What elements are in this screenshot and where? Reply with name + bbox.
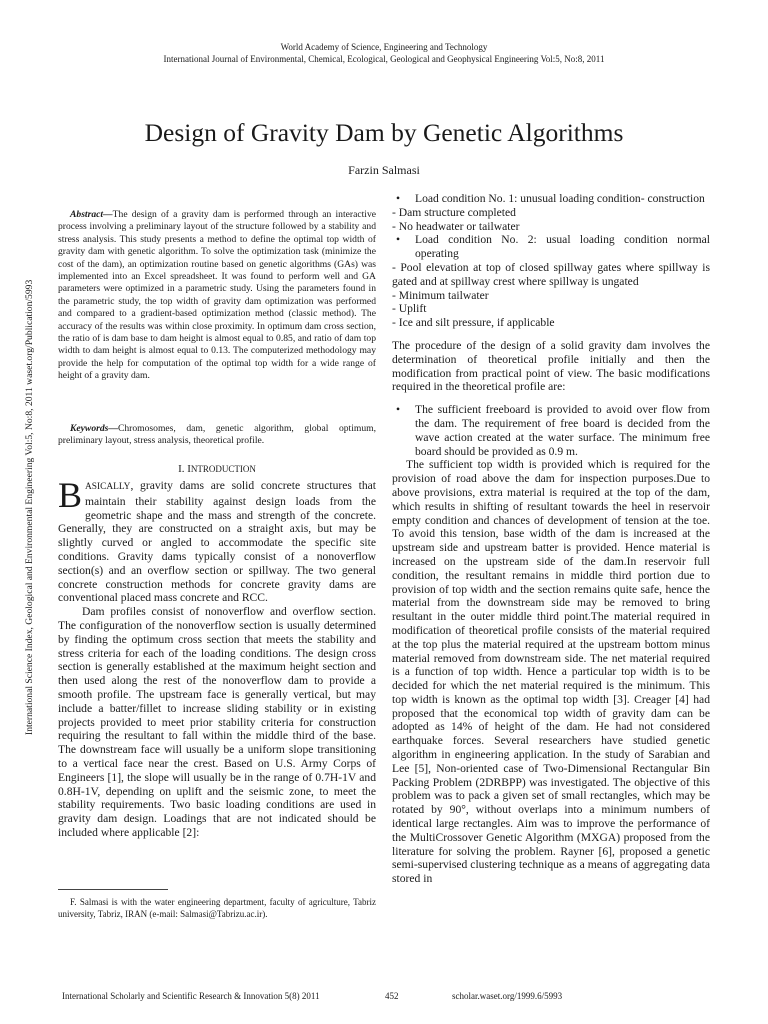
drop-cap: B: [58, 475, 83, 515]
footnote-rule: [58, 889, 168, 890]
dash-item: - Pool elevation at top of closed spillway gates where spillway is gated and at spillway crest where spillway is ungated: [392, 260, 710, 288]
dash-item: - Uplift: [392, 302, 427, 316]
bullet-item-freeboard: [392, 403, 710, 458]
bullet-icon: •: [396, 233, 401, 247]
section-title-smallcaps: NTRODUCTION: [190, 464, 256, 474]
section-heading-introduction: [58, 462, 376, 476]
bullet-text: Load condition No. 1: unusual loading condition- construction: [415, 192, 705, 205]
bullet-icon: •: [396, 192, 401, 205]
abstract-text: The design of a gravity dam is performed through an interactive process involving a preliminary layout of the structure followed by a stability and stress analysis. This study presents a method to define the optimal top width of gravity dam with genetic algorithm. To solve the optimization task (minimize the cost of the dam), an optimization routine based on genetic algorithms (GAs) was implemented into an Excel spreadsheet. It was found to perform well and GA parameters were optimized in a parametric study. Using the parameters found in the parametric study, the top width of gravity dam optimization was performed and compared to a gradient-based optimization method (classic method). The accuracy of the results was within close proximity. In optimum dam cross section, the ratio of is dam base to dam height is almost equal to 0.85, and ratio of dam top width to dam height is almost equal to 0.13. The computerized methodology may provide the help for computation of the optimal top width for a wide range of height of a gravity dam.: [58, 209, 376, 382]
journal-name-line: International Journal of Environmental, Chemical, Ecological, Geological and Geophysical Engineering Vol:5, No:8, 2011: [163, 54, 605, 64]
paper-author: Farzin Salmasi: [348, 163, 420, 177]
intro-paragraph-1: [58, 475, 376, 605]
keywords-text: Chromosomes, dam, genetic algorithm, global optimum, preliminary layout, stress analysis, theoretical profile.: [58, 423, 376, 447]
dash-item: - Minimum tailwater: [392, 288, 489, 302]
intro-smallcaps-word: ASICALLY: [85, 482, 131, 492]
bullet-icon: •: [396, 403, 401, 417]
footer-page-number: 452: [385, 991, 399, 1001]
footer-url[interactable]: scholar.waset.org/1999.6/5993: [452, 991, 563, 1001]
paper-title: Design of Gravity Dam by Genetic Algorithms: [144, 118, 624, 147]
footnote-text[interactable]: F. Salmasi is with the water engineering department, faculty of agriculture, Tabriz university, Tabriz, IRAN (e-mail: Salmasi@Tabrizu.ac.ir).: [58, 897, 376, 919]
top-width-paragraph: The sufficient top width is provided which is required for the provision of road above the dam for inspection purposes.Due to above provisions, extra material is required at the top of the dam, which results in shifting of resultant towards the heel in reservoir empty condition and chances of development of tension at the toe. To avoid this tension, base width of the dam is increased at the upstream side and upstream batter is provided. Hence material is increased on the upstream side of the dam.In reservoir full condition, the resultant remains in middle third portion due to provision of top width and the section remains quite safe, hence the material from the downstream side may be removed to bring resultant in the outer middle third point.The material required in modification of theoretical profile consists of the material required at the top plus the material required at the upstream bottom minus material removed from downstream side. The net material required is a function of top width. Hence a particular top width is to be decided for which the net material required is the minimum. This top width is known as the optimal top width [3]. Creager [4] had proposed that the economical top width of gravity dam can be adopted as 14% of height of the dam. He had not considered earthquake forces. Several researchers have studied genetic algorithm in engineering application. In the study of Sarabian and Lee [5], Non-oriented case of Two-Dimensional Rectangular Bin Packing Problem (2DRBPP) was investigated. The objective of this problem was to pack a given set of small rectangles, which may be rotated by 90°, without overlaps into a minimum numbers of identical large rectangles. Aim was to improve the performance of the MultiCrossover Genetic Algorithm (MXGA) proposed from the literature for solving the problem. Rayner [6], proposed a genetic semi-supervised clustering technique as a means of aggregating data stored in: [392, 458, 710, 886]
dash-item: - No headwater or tailwater: [392, 219, 520, 233]
dash-item: - Dam structure completed: [392, 205, 516, 219]
bullet-text: The sufficient freeboard is provided to avoid over flow from the dam. The requirement of free board is decided from the wave action created at the water surface. The minimum free board should be provided as 0.9 m.: [415, 403, 710, 458]
section-initial: I: [187, 463, 191, 475]
bullet-item-load-condition-2: [392, 233, 710, 261]
procedure-paragraph: The procedure of the design of a solid gravity dam involves the determination of theoretical profile initially and then the modification from practical point of view. The basic modifications required in the theoretical profile are:: [392, 338, 710, 394]
introduction-body: [58, 475, 376, 840]
author-footnote: [58, 897, 376, 920]
right-column: [392, 192, 710, 886]
footer-publisher: International Scholarly and Scientific Research & Innovation 5(8) 2011: [62, 991, 320, 1001]
abstract-label: Abstract—: [70, 209, 113, 220]
keywords-block: [58, 423, 376, 448]
journal-publisher-line: World Academy of Science, Engineering and Technology: [280, 42, 488, 52]
abstract-block: [58, 209, 376, 383]
intro-text-1: , gravity dams are solid concrete structures that maintain their stability against design loads from the geometric shape and the mass and strength of the concrete. Generally, they are constructed on a straight axis, but may be slightly curved or angled to accommodate the specific site conditions. Gravity dams typically consist of a nonoverflow section(s) and an overflow section or spillway. The two general concrete construction methods for concrete gravity dams are conventional placed mass concrete and RCC.: [58, 479, 376, 605]
keywords-label: Keywords—: [70, 423, 118, 434]
bullet-item-load-condition-1: [392, 192, 710, 206]
dash-item: - Ice and silt pressure, if applicable: [392, 316, 555, 330]
vertical-index-sidebar[interactable]: International Science Index, Geological and Environmental Engineering Vol:5, No:8, 2011 waset.org/Publication/5993: [24, 279, 35, 735]
intro-paragraph-2: Dam profiles consist of nonoverflow and overflow section. The configuration of the nonoverflow section is usually determined by finding the optimum cross section that meets the stability and stress criteria for each of the loading conditions. The design cross section is generally established at the maximum height section and then used along the rest of the nonoverflow dam to provide a smooth profile. The upstream face is generally vertical, but may include a batter/fillet to increase sliding stability or in existing projects provided to meet prior stability criteria for construction requiring the resultant to fall within the middle third of the base. The downstream face will usually be a uniform slope transitioning to a vertical face near the crest. Based on U.S. Army Corps of Engineers [1], the slope will usually be in the range of 0.7H-1V and 0.8H-1V, depending on uplift and the seismic zone, to meet the stability requirements. Two basic loading conditions are used in gravity dam design. Loadings that are not indicated should be included where applicable [2]:: [58, 605, 376, 839]
bullet-text: Load condition No. 2: usual loading condition normal operating: [415, 233, 710, 261]
section-number: I.: [178, 463, 188, 475]
